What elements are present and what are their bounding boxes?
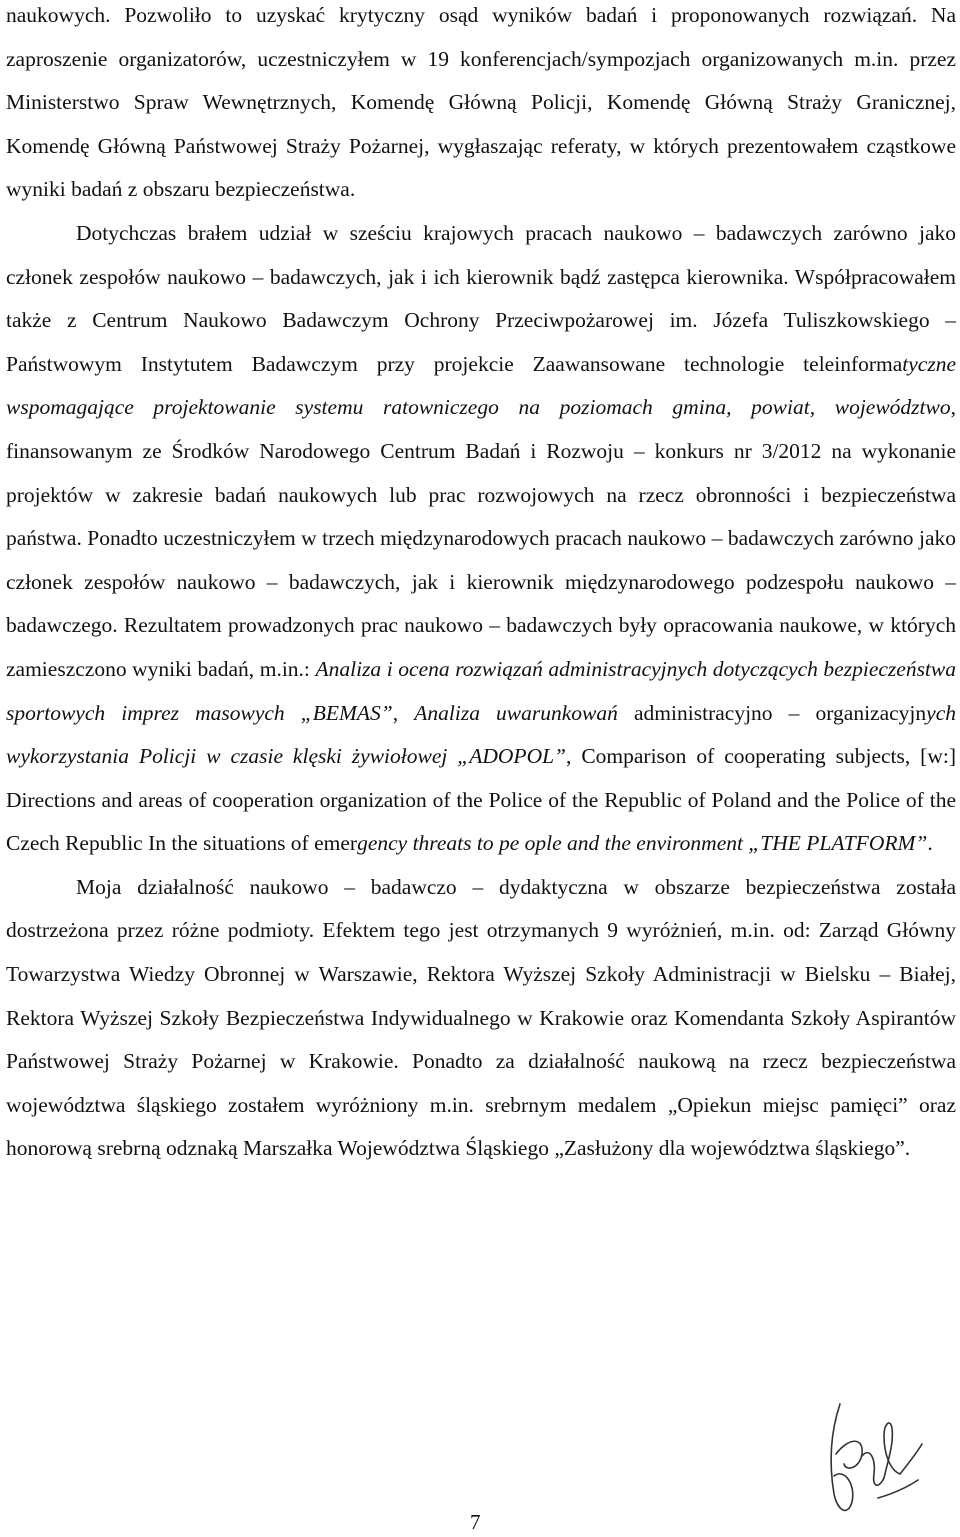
signature-icon bbox=[818, 1398, 928, 1520]
text-run: , bbox=[392, 700, 415, 725]
italic-text-run: ych wykorzystania Policji w czasie klęski żywiołowej „ADOPOL” bbox=[6, 700, 957, 769]
text-run: . bbox=[927, 831, 933, 856]
text-run: , finansowanym ze Środków Narodowego Centrum Badań i Rozwoju – konkurs nr 3/2012 na wykonanie projektów w zakresie badań naukowych lub prac rozwojowych na rzecz obronności i bezpieczeństwa państwa. Ponadto uczestniczyłem w trzech międzynarodowych pracach naukowo – badawczych zarówno jako członek zespołów naukowo – badawczych, jak i kierownik międzynarodowego podzespołu naukowo – badawczego. Rezultatem prowadzonych prac naukowo – badawczych były opracowania naukowe, w których zamieszczono wyniki badań, m.in.: bbox=[6, 395, 956, 681]
text-run: Dotychczas brałem udział w sześciu krajowych pracach naukowo – badawczych zarówno jako członek zespołów naukowo – badawczych, jak i ich kierownik bądź zastępca kierownika. Współpracowałem także z Centrum Naukowo Badawczym Ochrony Przeciwpożarowej im. Józefa Tuliszkowskiego – Państwowym Instytutem Badawczym przy projekcie Zaawansowane technologie teleinforma bbox=[6, 220, 956, 376]
italic-text-run: gency threats to pe ople and the environment „THE PLATFORM” bbox=[357, 831, 928, 856]
paragraph-intro bbox=[6, 0, 956, 212]
italic-text-run: Analiza i ocena rozwiązań administracyjnych dotyczących bezpieczeństwa sportowych imprez masowych „BEMAS” bbox=[6, 656, 956, 725]
paragraph-awards bbox=[6, 866, 956, 1171]
italic-text-run: tyczne wspomagające projektowanie systemu ratowniczego na poziomach gmina, powiat, województwo bbox=[6, 351, 956, 420]
paragraph-research-projects bbox=[6, 212, 956, 866]
text-run: , Comparison of cooperating subjects, [w:] Directions and areas of cooperation organization of the Police of the Republic of Poland and the Police of the Czech Republic In the situations of emer bbox=[6, 744, 956, 856]
document-body bbox=[6, 0, 956, 1171]
text-run: Moja działalność naukowo – badawczo – dydaktyczna w obszarze bezpieczeństwa została dostrzeżona przez różne podmioty. Efektem tego jest otrzymanych 9 wyróżnień, m.in. od: Zarząd Główny Towarzystwa Wiedzy Obronnej w Warszawie, Rektora Wyższej Szkoły Administracji w Bielsku – Białej, Rektora Wyższej Szkoły Bezpieczeństwa Indywidualnego w Krakowie oraz Komendanta Szkoły Aspirantów Państwowej Straży Pożarnej w Krakowie. Ponadto za działalność naukową na rzecz bezpieczeństwa województwa śląskiego zostałem wyróżniony m.in. srebrnym medalem „Opiekun miejsc pamięci” oraz honorową srebrną odznaką Marszałka Województwa Śląskiego „Zasłużony dla województwa śląskiego”. bbox=[6, 874, 956, 1161]
italic-text-run: Analiza uwarunkowań bbox=[414, 700, 618, 725]
page-number: 7 bbox=[470, 1510, 481, 1534]
text-run: administracyjno – organizacyjn bbox=[617, 700, 927, 725]
text-run: naukowych. Pozwoliło to uzyskać krytyczny osąd wyników badań i proponowanych rozwiązań. Na zaproszenie organizatorów, uczestniczyłem w 19 konferencjach/sympozjach organizowanych m.in. przez Ministerstwo Spraw Wewnętrznych, Komendę Główną Policji, Komendę Główną Straży Granicznej, Komendę Główną Państwowej Straży Pożarnej, wygłaszając referaty, w których prezentowałem cząstkowe wyniki badań z obszaru bezpieczeństwa. bbox=[6, 3, 956, 202]
